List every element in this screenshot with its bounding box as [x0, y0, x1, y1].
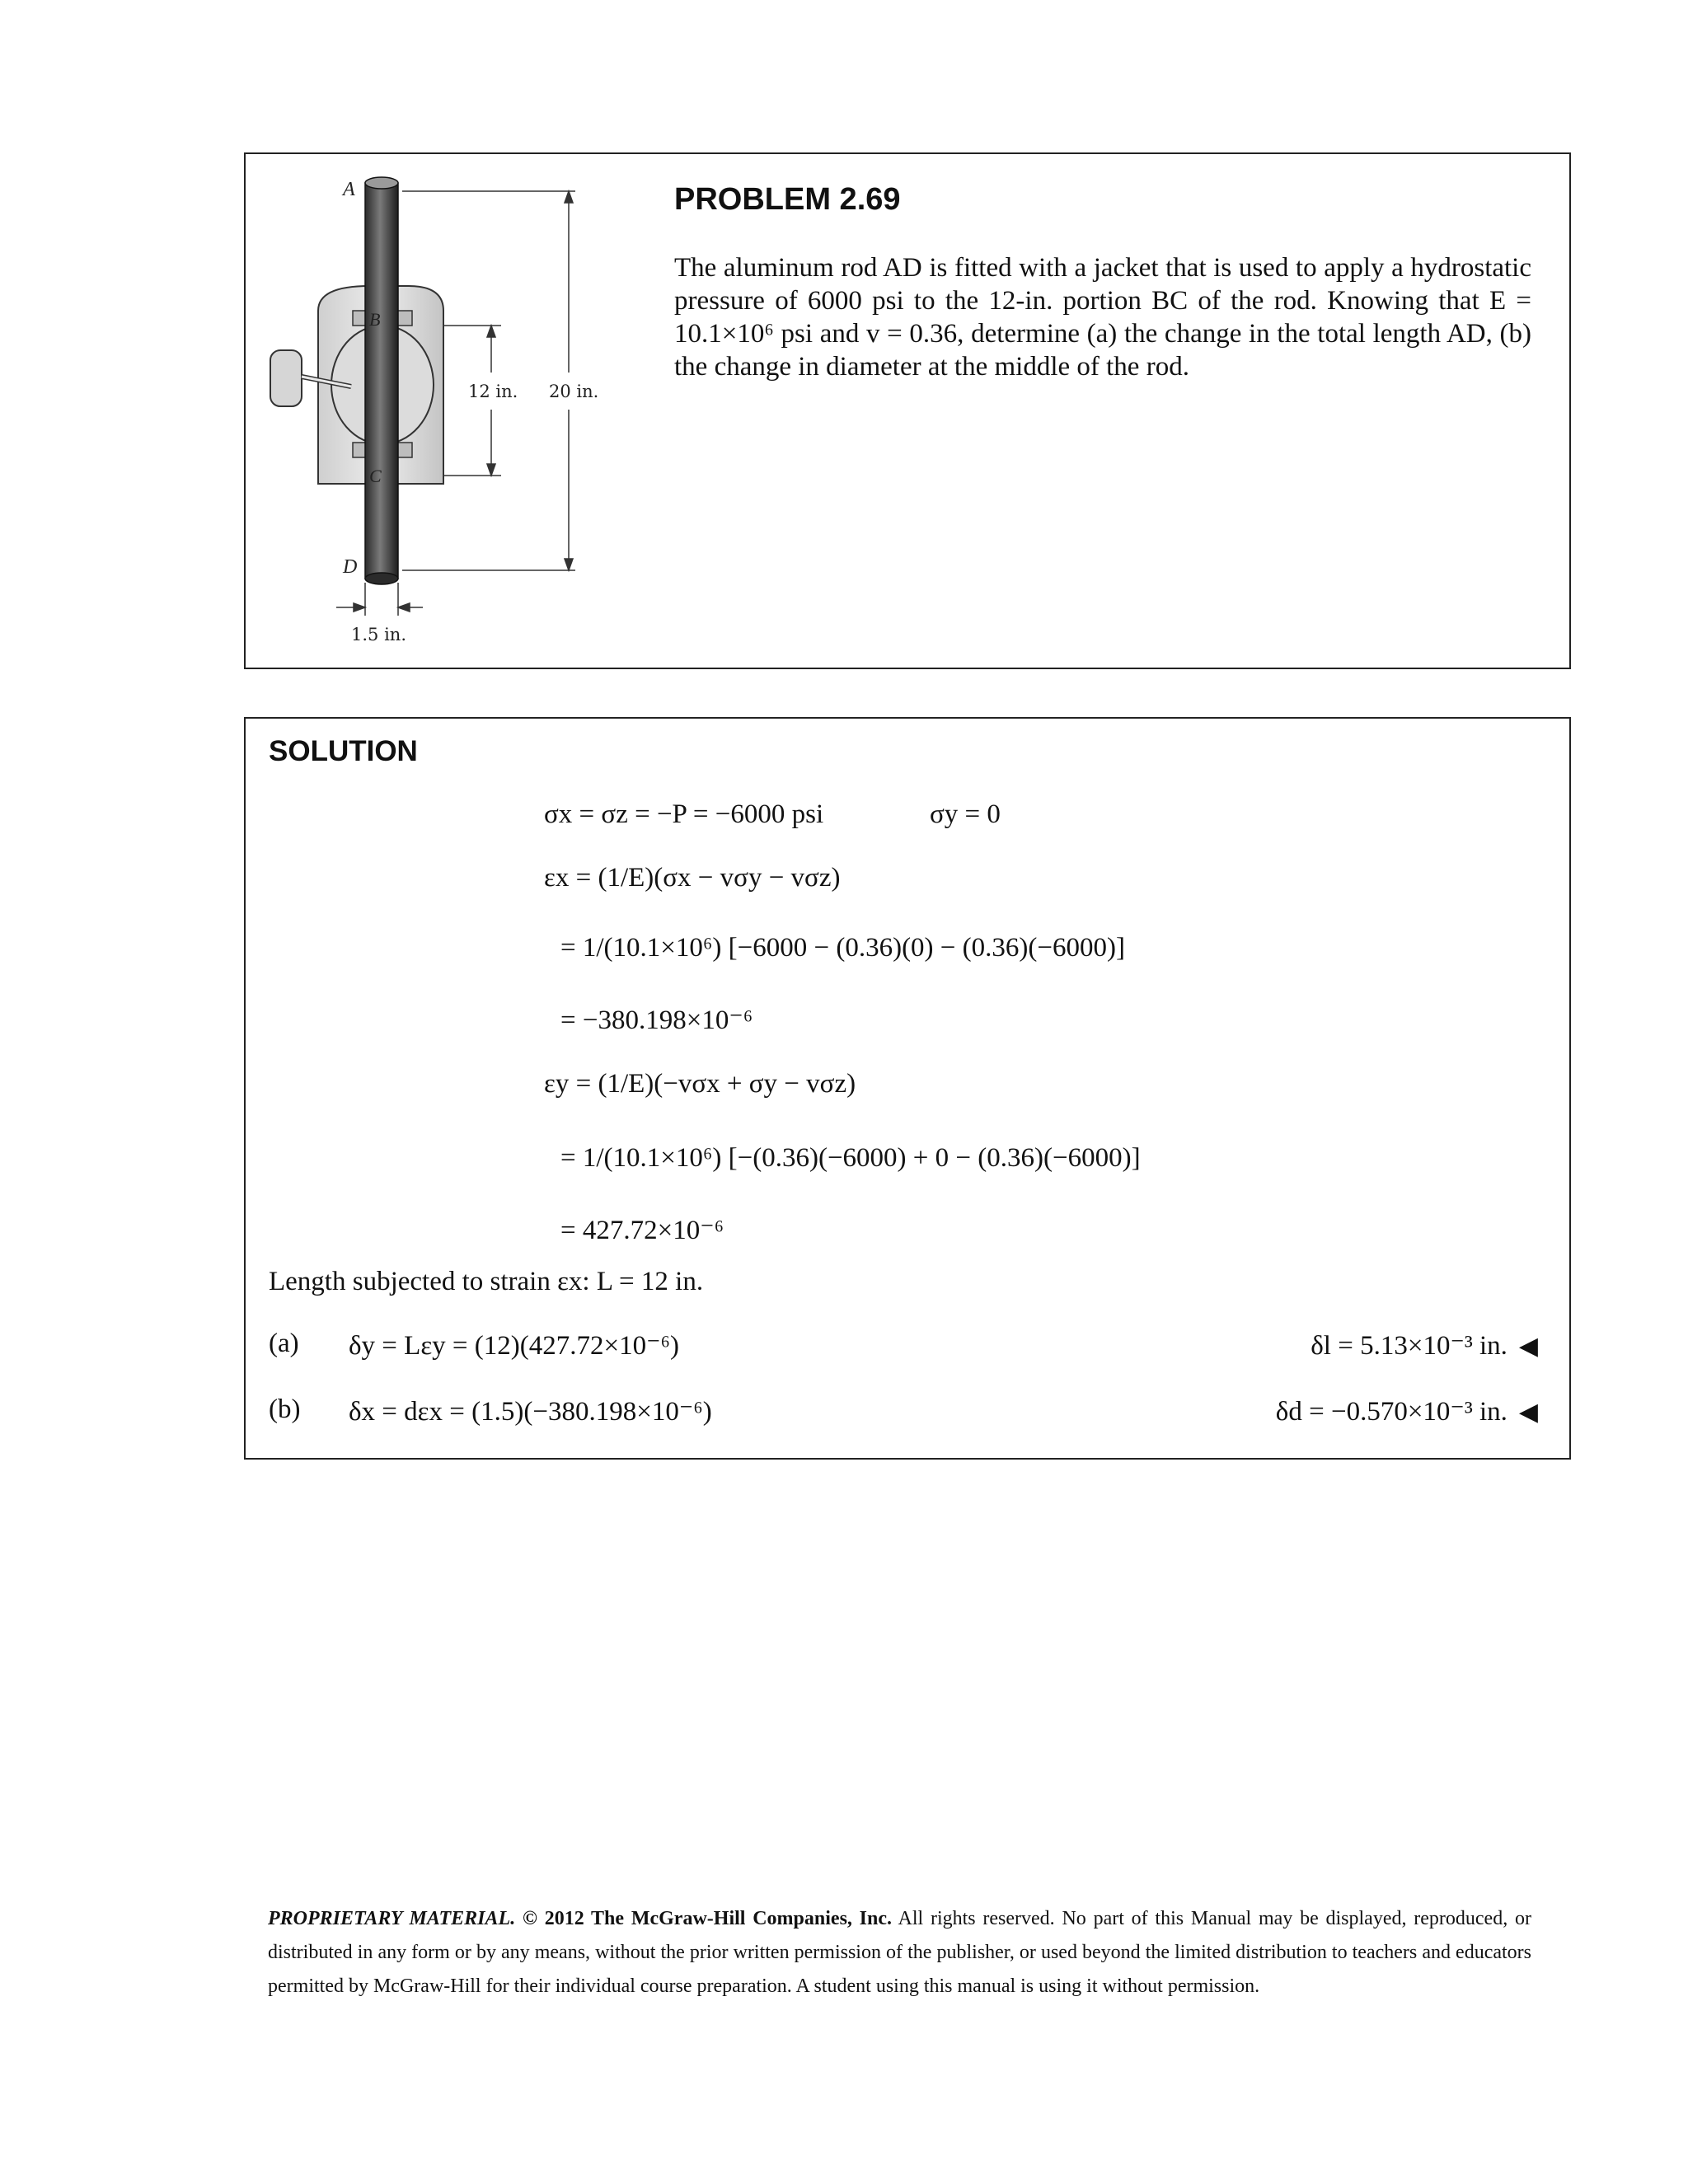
part-a-equation: δy = Lεy = (12)(427.72×10⁻⁶) — [349, 1331, 680, 1361]
footer-text: All rights reserved. No part of this Manual may be displayed, reproduced, or distributed in any form or by any means, without the prior written permission of the publisher, or used beyond the limited distribution to teachers and educators permitted by McGraw-Hill for their individual course preparation. A student using this manual is using it without permission. — [268, 1908, 1531, 1997]
strain-x-value: = −380.198×10⁻⁶ — [560, 1005, 753, 1035]
footer-copyright: © 2012 The McGraw-Hill Companies, Inc. — [522, 1908, 893, 1929]
length-statement: Length subjected to strain εx: L = 12 in. — [269, 1267, 704, 1296]
solution-box — [244, 717, 1571, 1460]
part-a-answer — [1311, 1329, 1538, 1361]
rod — [365, 177, 398, 584]
label-a: A — [343, 179, 355, 200]
label-d: D — [343, 556, 358, 578]
problem-statement: The aluminum rod AD is fitted with a jacket that is used to apply a hydrostatic pressure of 6000 psi to the 12-in. portion BC of the rod. Knowing that E = 10.1×10⁶ psi and v = 0.36, determine (a) the change in the total length AD, (b) the change in diameter at the middle of the rod. — [674, 253, 1531, 382]
strain-x-definition: εx = (1/E)(σx − vσy − vσz) — [544, 863, 841, 893]
part-b-label: (b) — [269, 1394, 301, 1424]
copyright-footer — [268, 1902, 1531, 2004]
rod-jacket-figure — [246, 154, 633, 649]
strain-y-definition: εy = (1/E)(−vσx + σy − vσz) — [544, 1069, 856, 1099]
stress-equation: σx = σz = −P = −6000 psi — [544, 799, 824, 829]
answer-arrow-icon: ◀ — [1518, 1332, 1538, 1361]
problem-box — [244, 152, 1571, 669]
part-b-answer — [1276, 1394, 1538, 1427]
solution-title: SOLUTION — [269, 735, 418, 767]
dim-ad-label: 20 in. — [549, 382, 599, 401]
problem-title: PROBLEM 2.69 — [674, 182, 901, 217]
label-b: B — [369, 309, 381, 330]
dim-diameter-label: 1.5 in. — [351, 625, 406, 644]
part-b-answer-text: δd = −0.570×10⁻³ in. — [1275, 1397, 1507, 1427]
footer-proprietary: PROPRIETARY MATERIAL. — [268, 1908, 516, 1929]
strain-x-substitution: = 1/(10.1×10⁶) [−6000 − (0.36)(0) − (0.36)(−6000)] — [560, 933, 1125, 963]
part-a-answer-text: δl = 5.13×10⁻³ in. — [1311, 1331, 1507, 1361]
answer-arrow-icon: ◀ — [1518, 1398, 1538, 1427]
part-b-equation: δx = dεx = (1.5)(−380.198×10⁻⁶) — [349, 1397, 712, 1427]
strain-y-substitution: = 1/(10.1×10⁶) [−(0.36)(−6000) + 0 − (0.36)(−6000)] — [560, 1143, 1141, 1173]
part-a-label: (a) — [269, 1329, 299, 1358]
stress-y-equation: σy = 0 — [930, 799, 1001, 829]
strain-y-value: = 427.72×10⁻⁶ — [560, 1216, 724, 1245]
label-c: C — [369, 466, 382, 486]
dim-bc-label: 12 in. — [468, 382, 518, 401]
